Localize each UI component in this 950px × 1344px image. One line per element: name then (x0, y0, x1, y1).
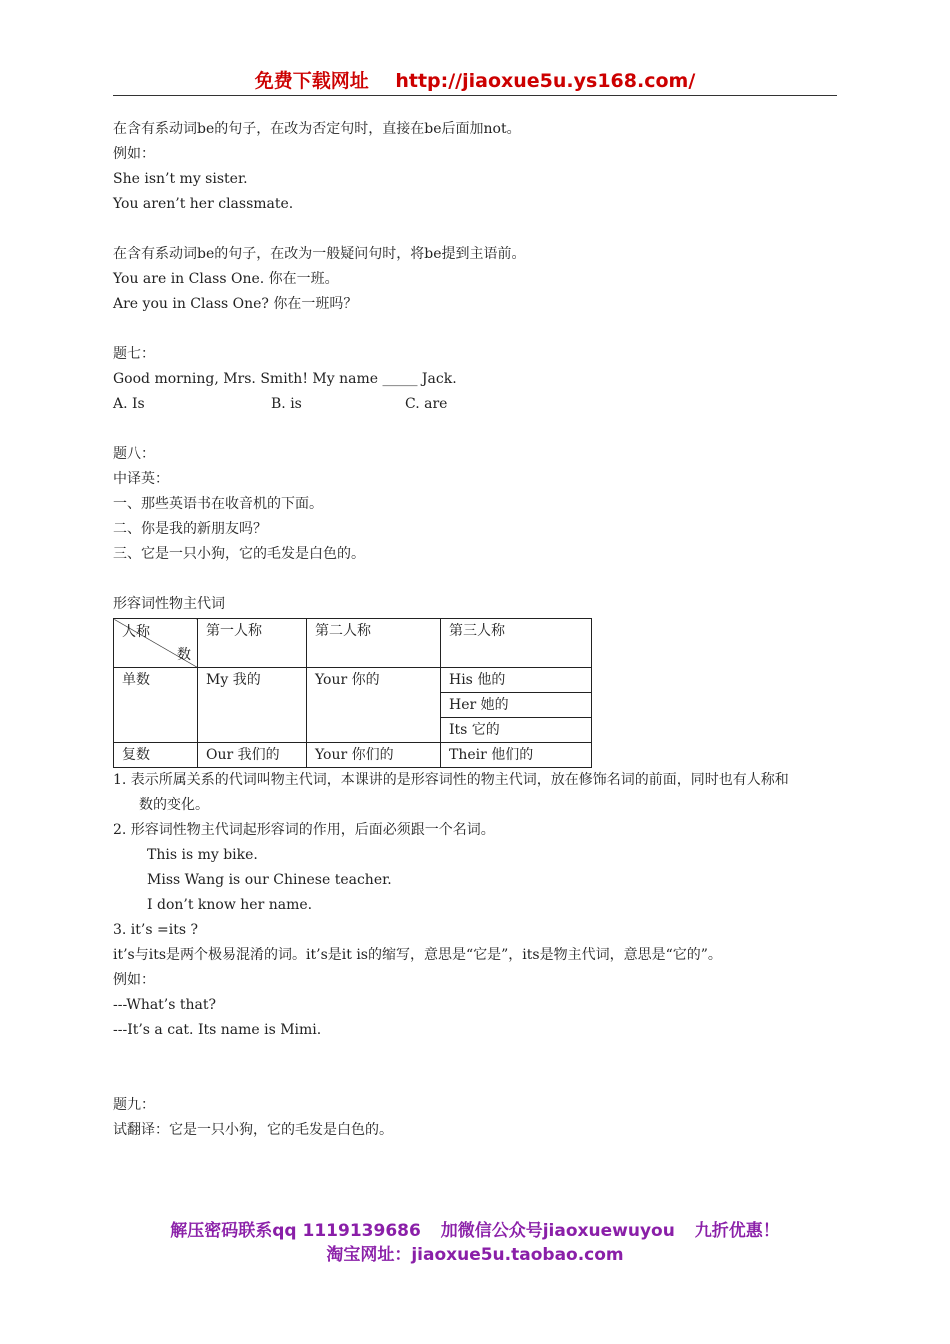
footer-discount: 九折优惠！ (694, 1221, 780, 1241)
cell-singular-first: My 我的 (198, 668, 307, 743)
header-third-person: 第三人称 (441, 619, 592, 668)
dialog-line: ---It’s a cat. Its name is Mimi. (113, 1022, 322, 1038)
q7-title: 题七： (113, 346, 155, 362)
q8-item: 一、那些英语书在收音机的下面。 (113, 496, 323, 512)
cell-singular-third: Its 它的 (441, 718, 592, 743)
footer-taobao-link[interactable]: 淘宝网址：jiaoxue5u.taobao.com (326, 1245, 624, 1265)
corner-person: 人称 (122, 624, 150, 640)
page-footer (0, 1219, 950, 1267)
example-label: 例如： (113, 146, 155, 162)
cell-singular-second: Your 你的 (307, 668, 441, 743)
note-1: 1. 表示所属关系的代词叫物主代词，本课讲的是形容词性的物主代词，放在修饰名词的前面，同时也有人称和数的变化。 (113, 772, 789, 813)
q7-option-a: A. Is (113, 396, 145, 412)
table-caption: 形容词性物主代词 (113, 596, 225, 612)
q7-options (113, 392, 843, 417)
q7-option-b: B. is (271, 396, 302, 412)
q8-title: 题八： (113, 446, 155, 462)
possessive-pronoun-table (113, 618, 592, 768)
cell-plural-third: Their 他们的 (441, 743, 592, 768)
row-label-plural: 复数 (114, 743, 198, 768)
example-sentence: She isn’t my sister. (113, 171, 248, 187)
q7-option-c: C. are (405, 396, 448, 412)
q9-text: 试翻译：它是一只小狗，它的毛发是白色的。 (113, 1122, 393, 1138)
dialog-line: ---What’s that? (113, 997, 217, 1013)
header-second-person: 第二人称 (307, 619, 441, 668)
cell-plural-second: Your 你们的 (307, 743, 441, 768)
example-sentence: Are you in Class One? 你在一班吗？ (113, 296, 358, 312)
note-2: 2. 形容词性物主代词起形容词的作用，后面必须跟一个名词。 (113, 822, 495, 838)
note-2-example: Miss Wang is our Chinese teacher. (147, 872, 392, 888)
corner-number: 数 (177, 647, 191, 663)
cell-singular-third: His 他的 (441, 668, 592, 693)
be-question-rule: 在含有系动词be的句子，在改为一般疑问句时，将be提到主语前。 (113, 246, 526, 262)
row-label-singular: 单数 (114, 668, 198, 743)
note-2-example: I don’t know her name. (147, 897, 313, 913)
q8-item: 三、它是一只小狗，它的毛发是白色的。 (113, 546, 365, 562)
header-first-person: 第一人称 (198, 619, 307, 668)
note-2-example: This is my bike. (147, 847, 258, 863)
q7-question: Good morning, Mrs. Smith! My name _____ Jack. (113, 371, 457, 387)
page-header (113, 66, 837, 96)
example-label: 例如： (113, 972, 155, 988)
q8-item: 二、你是我的新朋友吗？ (113, 521, 267, 537)
example-sentence: You are in Class One. 你在一班。 (113, 271, 339, 287)
q8-subtitle: 中译英： (113, 471, 169, 487)
header-url-link[interactable]: http://jiaoxue5u.ys168.com/ (395, 70, 696, 92)
q9-title: 题九： (113, 1097, 155, 1113)
table-corner-cell (114, 619, 198, 668)
document-body (113, 117, 843, 1143)
footer-wechat: 加微信公众号jiaoxuewuyou (440, 1221, 675, 1241)
be-negative-rule: 在含有系动词be的句子，在改为否定句时，直接在be后面加not。 (113, 121, 521, 137)
footer-password-contact: 解压密码联系qq 1119139686 (170, 1221, 421, 1241)
note-3-explain: it’s与its是两个极易混淆的词。it’s是it is的缩写，意思是“它是”，its是物主代词，意思是“它的”。 (113, 947, 722, 963)
cell-plural-first: Our 我们的 (198, 743, 307, 768)
cell-singular-third: Her 她的 (441, 693, 592, 718)
note-3: 3. it’s =its ? (113, 922, 198, 938)
header-free-download: 免费下载网址 (254, 70, 369, 92)
example-sentence: You aren’t her classmate. (113, 196, 294, 212)
